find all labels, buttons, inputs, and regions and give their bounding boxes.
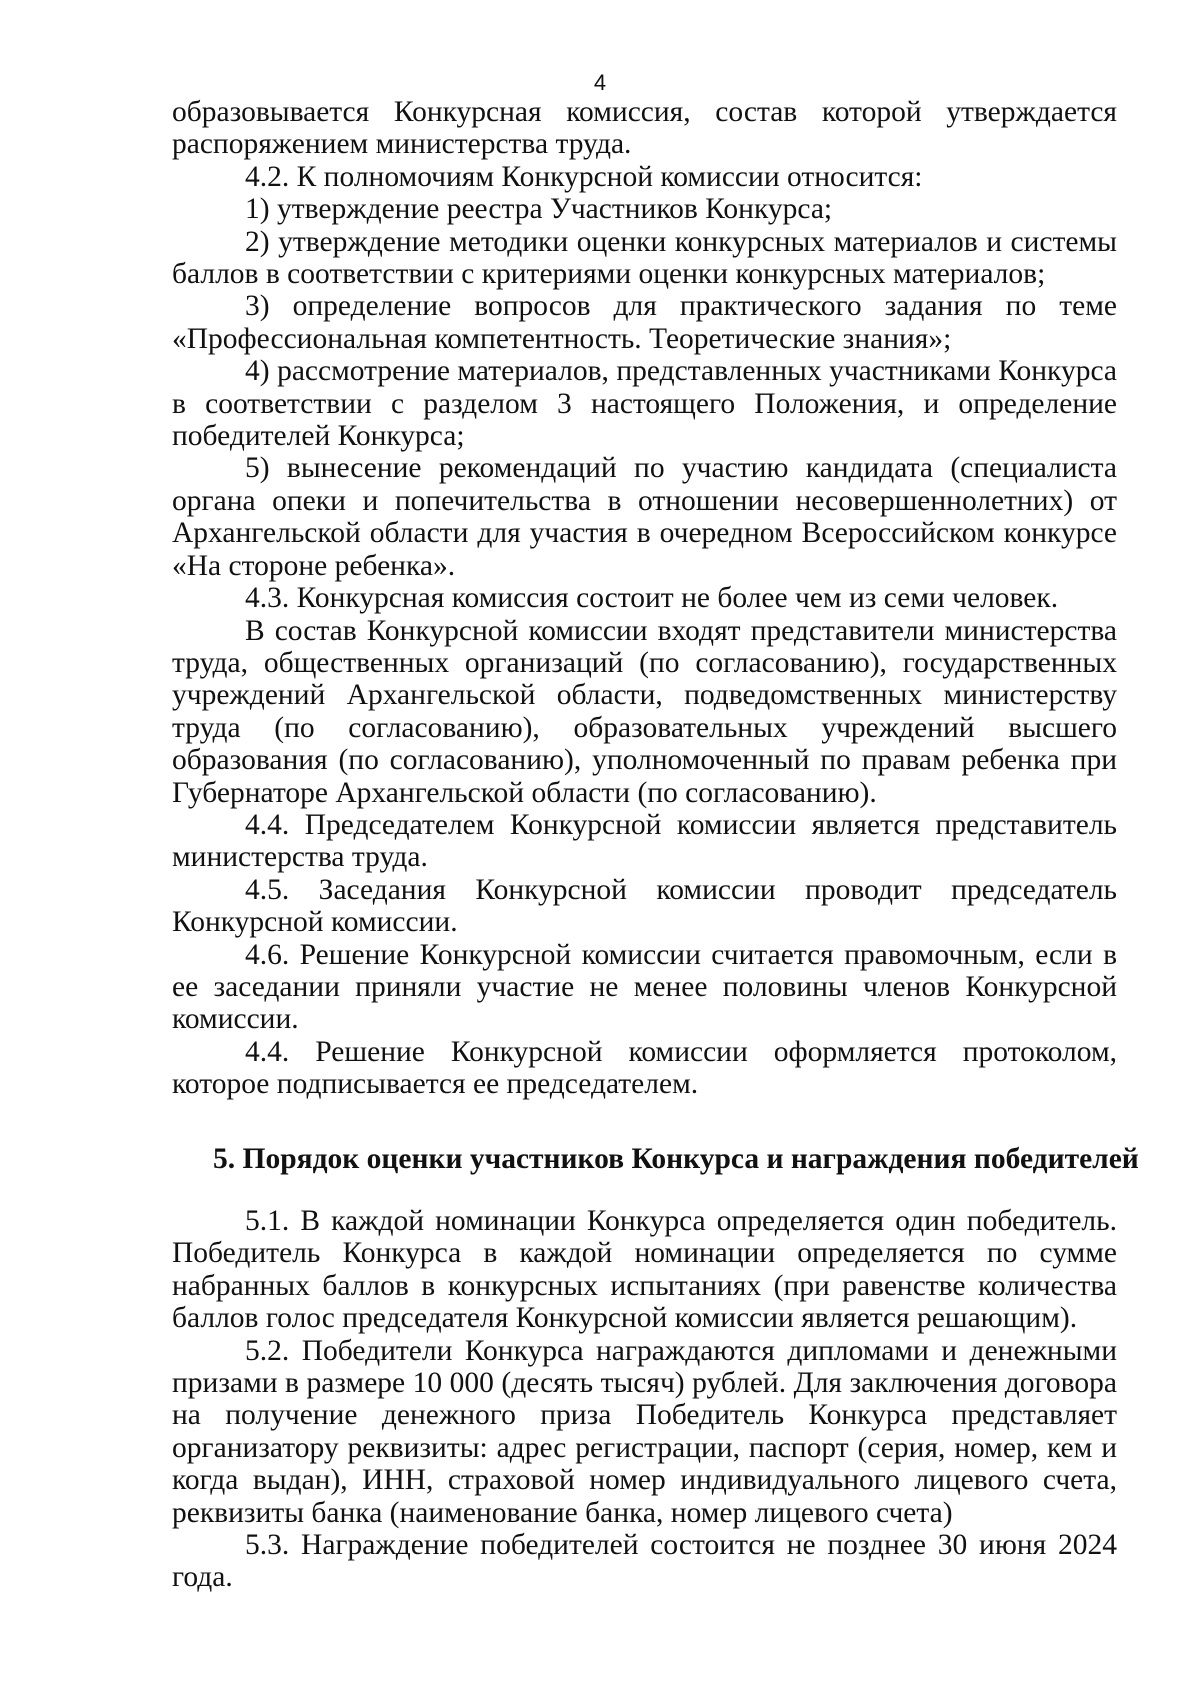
paragraph: образовывается Конкурсная комиссия, состав которой утверждается распоряжением министерства труда.	[172, 96, 1117, 161]
paragraph: 5.1. В каждой номинации Конкурса определяется один победитель. Победитель Конкурса в каждой номинации определяется по сумме набранных баллов в конкурсных испытаниях (при равенстве количества баллов голос председателя Конкурсной комиссии является решающим).	[172, 1205, 1117, 1335]
section-5-heading: 5. Порядок оценки участников Конкурса и награждения победителей	[213, 1143, 1139, 1175]
paragraph: В состав Конкурсной комиссии входят представители министерства труда, общественных организаций (по согласованию), государственных учреждений Архангельской области, подведомственных министерству труда (по согласованию), образовательных учреждений высшего образования (по согласованию), уполномоченный по правам ребенка при Губернаторе Архангельской области (по согласованию).	[172, 614, 1117, 809]
page-number: 4	[593, 70, 607, 95]
section-4-body	[172, 96, 1117, 1101]
section-5-body	[172, 1205, 1117, 1594]
paragraph: 4.2. К полномочиям Конкурсной комиссии относится:	[245, 160, 923, 193]
paragraph: 5.3. Награждение победителей состоится не позднее 30 июня 2024 года.	[172, 1529, 1117, 1594]
paragraph: 4.4. Председателем Конкурсной комиссии является представитель министерства труда.	[172, 808, 1117, 874]
paragraph: 5.2. Победители Конкурса награждаются дипломами и денежными призами в размере 10 000 (десять тысяч) рублей. Для заключения договора на получение денежного приза Победитель Конкурса представляет организатору реквизиты: адрес регистрации, паспорт (серия, номер, кем и когда выдан), ИНН, страховой номер индивидуального лицевого счета, реквизиты банка (наименование банка, номер лицевого счета)	[172, 1334, 1117, 1529]
paragraph: 4.4. Решение Конкурсной комиссии оформляется протоколом, которое подписывается ее председателем.	[172, 1035, 1117, 1101]
paragraph: 5) вынесение рекомендаций по участию кандидата (специалиста органа опеки и попечительства в отношении несовершеннолетних) от Архангельской области для участия в очередном Всероссийском конкурсе «На стороне ребенка».	[172, 452, 1117, 582]
paragraph: 4) рассмотрение материалов, представленных участниками Конкурса в соответствии с разделом 3 настоящего Положения, и определение победителей Конкурса;	[172, 355, 1117, 453]
paragraph: 3) определение вопросов для практического задания по теме «Профессиональная компетентность. Теоретические знания»;	[172, 290, 1117, 355]
paragraph: 2) утверждение методики оценки конкурсных материалов и системы баллов в соответствии с критериями оценки конкурсных материалов;	[172, 225, 1117, 291]
paragraph: 4.3. Конкурсная комиссия состоит не более чем из семи человек.	[245, 582, 1059, 615]
paragraph: 1) утверждение реестра Участников Конкурса;	[245, 193, 833, 226]
paragraph: 4.6. Решение Конкурсной комиссии считается правомочным, если в ее заседании приняли участие не менее половины членов Конкурсной комиссии.	[172, 938, 1117, 1036]
paragraph: 4.5. Заседания Конкурсной комиссии проводит председатель Конкурсной комиссии.	[172, 873, 1117, 939]
